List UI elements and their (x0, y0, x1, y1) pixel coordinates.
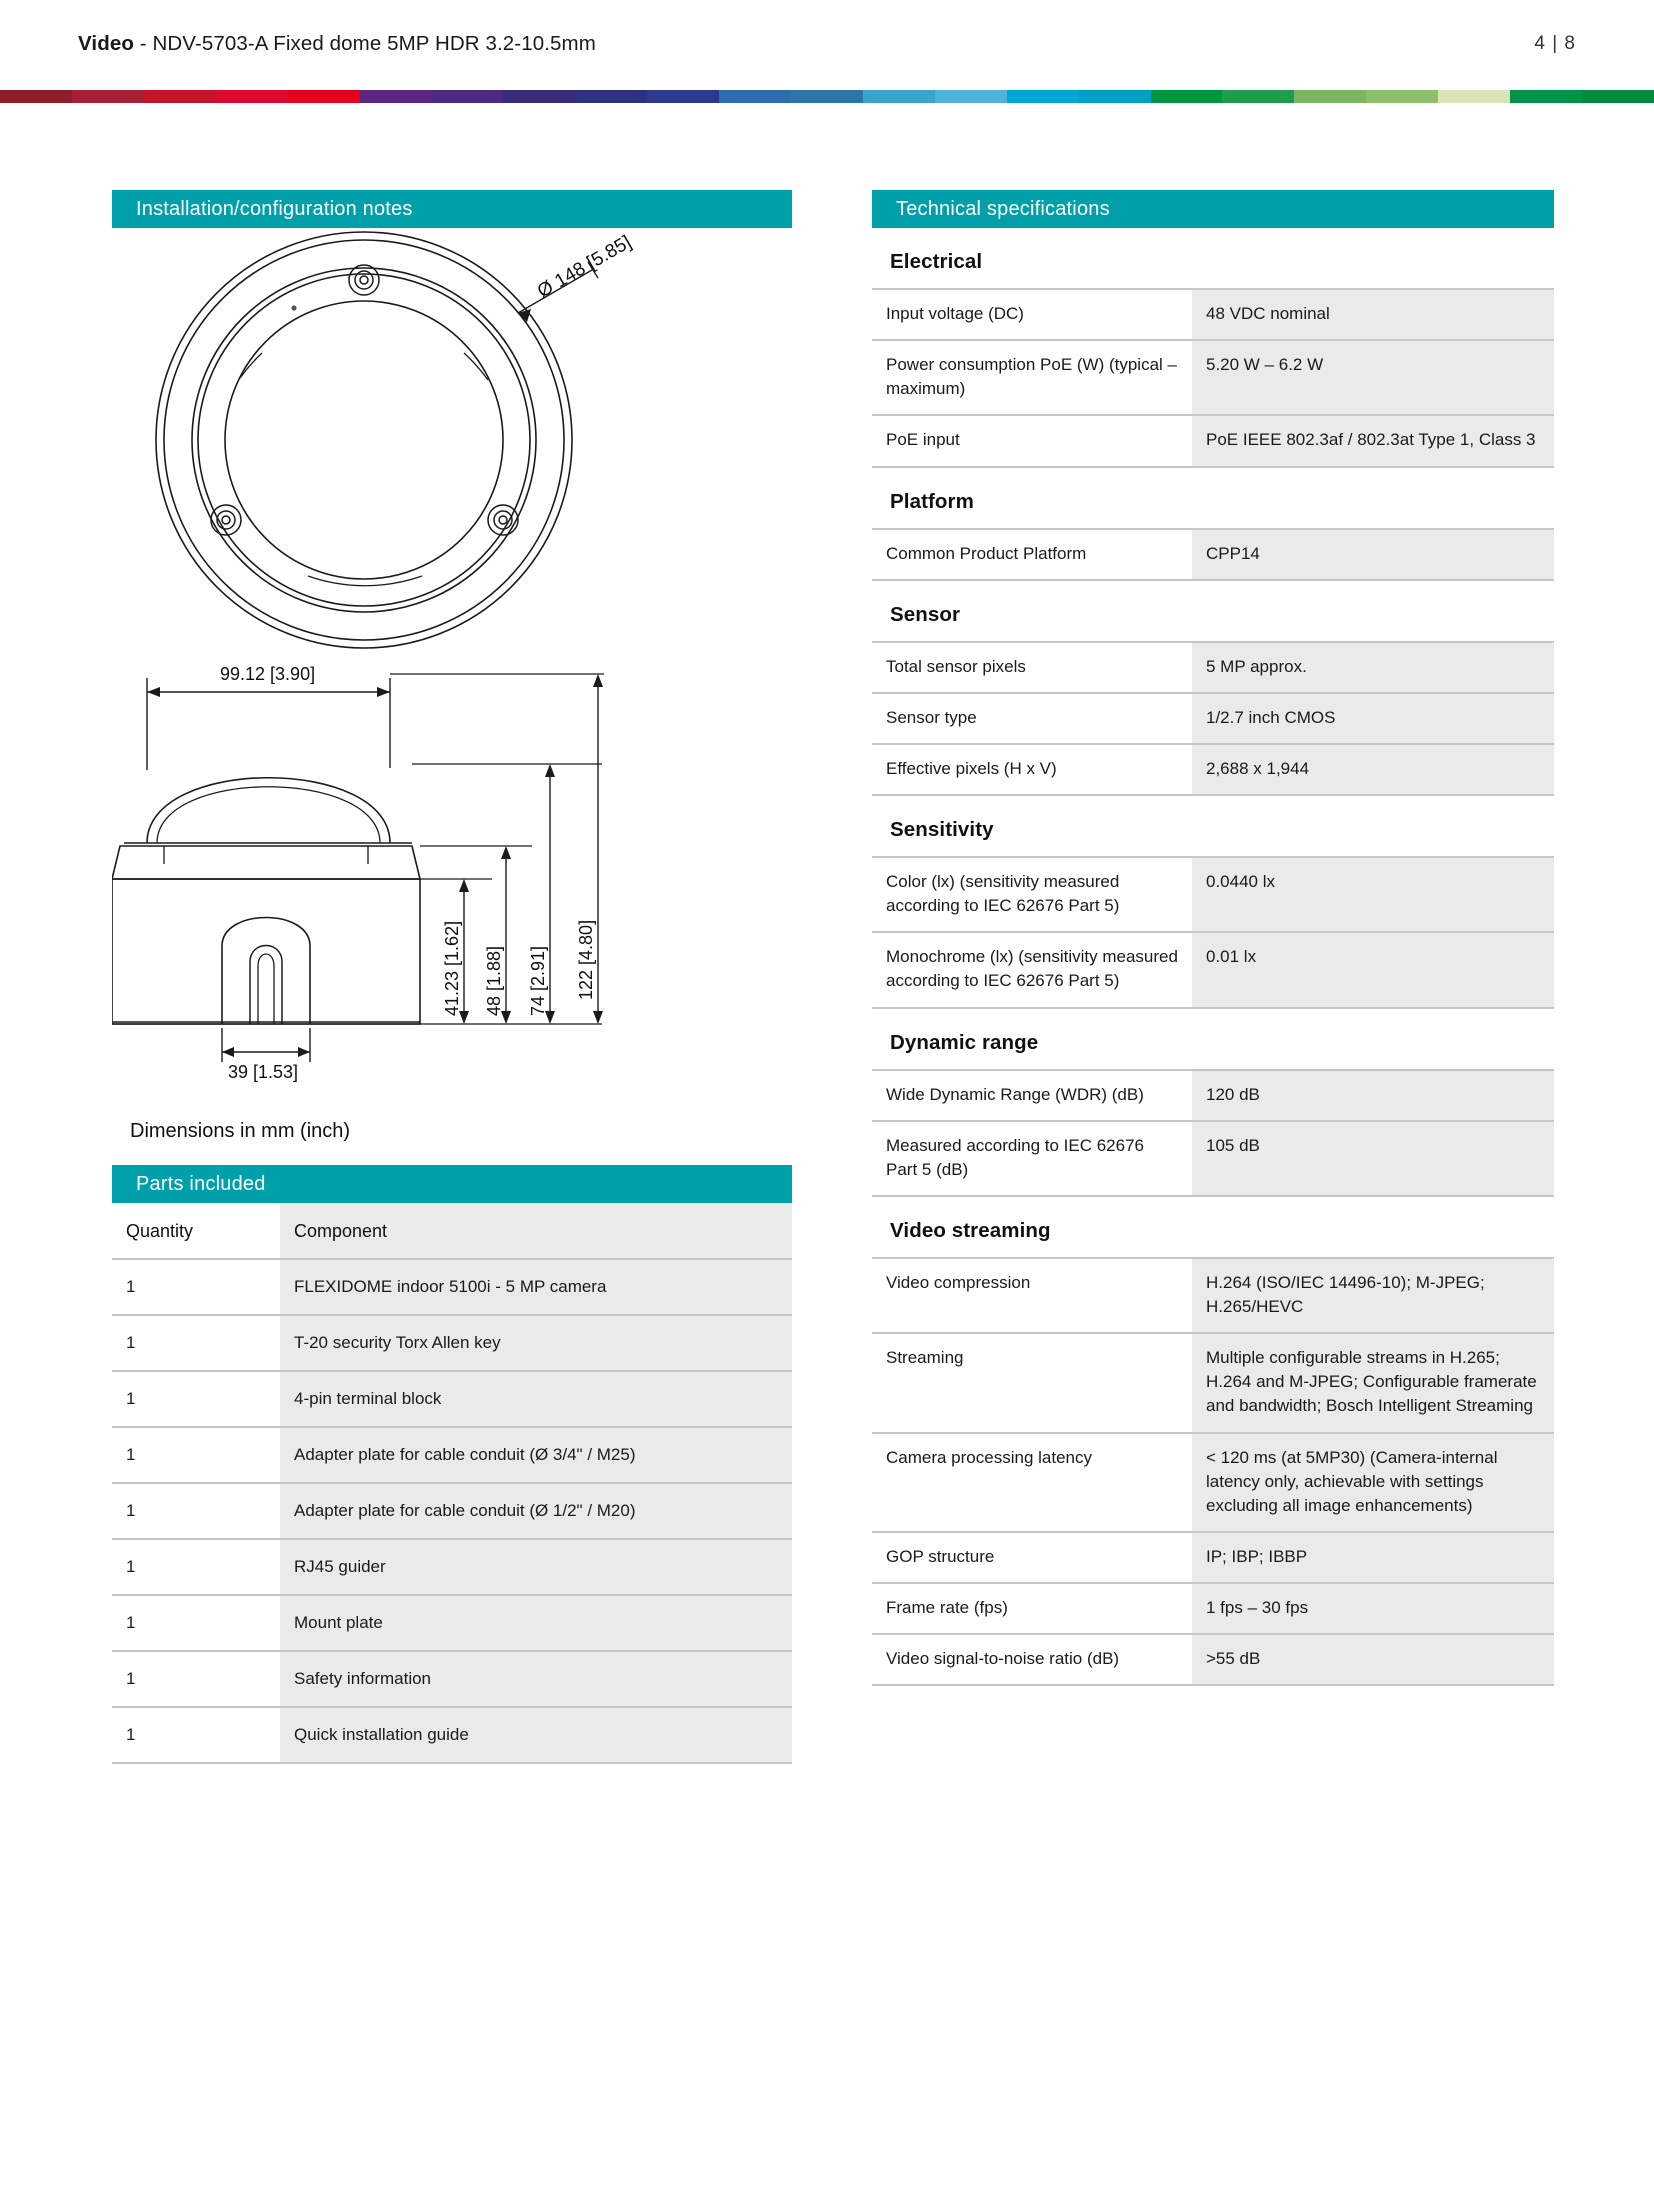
parts-cell-component: Adapter plate for cable conduit (Ø 1/2" / M20) (280, 1483, 792, 1539)
parts-cell-component: Quick installation guide (280, 1707, 792, 1763)
table-row (112, 1539, 792, 1595)
dim-label-diameter-148: Ø 148 [5.85] (534, 231, 636, 303)
spec-table (872, 1069, 1554, 1197)
spec-key: Video compression (872, 1258, 1192, 1333)
table-row (872, 1333, 1554, 1432)
dim-label-width-99: 99.12 [3.90] (220, 664, 316, 684)
camera-side-view-drawing (112, 650, 792, 1110)
table-row (872, 744, 1554, 795)
table-row (112, 1707, 792, 1763)
table-row (872, 1532, 1554, 1583)
spec-value: PoE IEEE 802.3af / 802.3at Type 1, Class 3 (1192, 415, 1554, 466)
brand-color-segment (1151, 90, 1223, 103)
parts-cell-component: Adapter plate for cable conduit (Ø 3/4" / M25) (280, 1427, 792, 1483)
brand-color-segment (1366, 90, 1438, 103)
brand-color-bar (0, 90, 1654, 103)
table-row (872, 1433, 1554, 1532)
page-indicator: 4 | 8 (1534, 33, 1576, 54)
parts-cell-quantity: 1 (112, 1707, 280, 1763)
spec-key: Power consumption PoE (W) (typical – maximum) (872, 340, 1192, 415)
spec-table (872, 856, 1554, 1009)
brand-color-segment (288, 90, 360, 103)
brand-color-segment (575, 90, 647, 103)
spec-value: 120 dB (1192, 1070, 1554, 1121)
parts-cell-quantity: 1 (112, 1483, 280, 1539)
document-title (78, 32, 596, 56)
brand-color-segment (1079, 90, 1151, 103)
brand-color-segment (1007, 90, 1079, 103)
technical-specifications-content (872, 228, 1554, 1686)
parts-col-quantity: Quantity (112, 1203, 280, 1259)
spec-value: 2,688 x 1,944 (1192, 744, 1554, 795)
table-row (872, 932, 1554, 1007)
table-row (112, 1259, 792, 1315)
spec-key: PoE input (872, 415, 1192, 466)
brand-color-segment (647, 90, 719, 103)
table-row (112, 1371, 792, 1427)
spec-group-heading: Dynamic range (890, 1030, 1039, 1054)
brand-color-segment (1294, 90, 1366, 103)
spec-value: IP; IBP; IBBP (1192, 1532, 1554, 1583)
table-row (872, 1583, 1554, 1634)
spec-table (872, 641, 1554, 796)
spec-key: GOP structure (872, 1532, 1192, 1583)
parts-table-header-row (112, 1203, 792, 1259)
parts-cell-quantity: 1 (112, 1315, 280, 1371)
spec-value: Multiple configurable streams in H.265; H.264 and M-JPEG; Configurable framerate and bandwidth; Bosch Intelligent Streaming (1192, 1333, 1554, 1432)
spec-value: CPP14 (1192, 529, 1554, 580)
section-header-installation: Installation/configuration notes (112, 190, 792, 228)
table-row (872, 529, 1554, 580)
dim-label-h-41: 41.23 [1.62] (442, 920, 462, 1016)
brand-color-segment (1438, 90, 1510, 103)
brand-color-segment (72, 90, 144, 103)
table-row (112, 1595, 792, 1651)
table-row (112, 1427, 792, 1483)
brand-color-segment (431, 90, 503, 103)
spec-value: H.264 (ISO/IEC 14496-10); M-JPEG; H.265/HEVC (1192, 1258, 1554, 1333)
table-row (112, 1315, 792, 1371)
spec-value: 105 dB (1192, 1121, 1554, 1196)
parts-cell-component: FLEXIDOME indoor 5100i - 5 MP camera (280, 1259, 792, 1315)
page-header (0, 0, 1654, 88)
parts-cell-quantity: 1 (112, 1595, 280, 1651)
dim-label-h-48: 48 [1.88] (484, 945, 504, 1016)
spec-group-heading: Sensitivity (890, 818, 994, 841)
spec-value: 5.20 W – 6.2 W (1192, 340, 1554, 415)
table-row (872, 289, 1554, 340)
spec-value: >55 dB (1192, 1634, 1554, 1685)
table-row (872, 1070, 1554, 1121)
spec-key: Streaming (872, 1333, 1192, 1432)
parts-cell-component: Mount plate (280, 1595, 792, 1651)
parts-cell-quantity: 1 (112, 1259, 280, 1315)
spec-group-heading: Platform (890, 489, 974, 513)
spec-key: Camera processing latency (872, 1433, 1192, 1532)
spec-key: Common Product Platform (872, 529, 1192, 580)
parts-col-component: Component (280, 1203, 792, 1259)
spec-value: 0.0440 lx (1192, 857, 1554, 932)
section-header-parts-included: Parts included (112, 1165, 792, 1203)
right-column (872, 190, 1554, 1686)
document-title-brand: Video (78, 32, 134, 55)
dim-label-base-39: 39 [1.53] (228, 1062, 299, 1082)
brand-color-segment (863, 90, 935, 103)
parts-included-table (112, 1203, 792, 1764)
brand-color-segment (791, 90, 863, 103)
section-header-technical-specifications: Technical specifications (872, 190, 1554, 228)
camera-top-view-drawing (112, 228, 792, 658)
parts-cell-component: 4-pin terminal block (280, 1371, 792, 1427)
spec-key: Effective pixels (H x V) (872, 744, 1192, 795)
table-row (872, 693, 1554, 744)
spec-value: < 120 ms (at 5MP30) (Camera-internal latency only, achievable with settings excluding all image enhancements) (1192, 1433, 1554, 1532)
spec-value: 1 fps – 30 fps (1192, 1583, 1554, 1634)
left-column (112, 190, 792, 1764)
dim-label-h-122: 122 [4.80] (576, 919, 596, 1000)
spec-group-heading: Sensor (890, 602, 961, 626)
spec-key: Wide Dynamic Range (WDR) (dB) (872, 1070, 1192, 1121)
brand-color-segment (935, 90, 1007, 103)
table-row (112, 1483, 792, 1539)
brand-color-segment (719, 90, 791, 103)
spec-key: Monochrome (lx) (sensitivity measured according to IEC 62676 Part 5) (872, 932, 1192, 1007)
table-row (872, 1121, 1554, 1196)
spec-value: 48 VDC nominal (1192, 289, 1554, 340)
dim-label-h-74: 74 [2.91] (528, 945, 548, 1016)
table-row (872, 1634, 1554, 1685)
spec-key: Measured according to IEC 62676 Part 5 (dB) (872, 1121, 1192, 1196)
document-title-rest: - NDV-5703-A Fixed dome 5MP HDR 3.2-10.5mm (133, 32, 596, 55)
parts-cell-component: T-20 security Torx Allen key (280, 1315, 792, 1371)
parts-cell-component: Safety information (280, 1651, 792, 1707)
spec-table (872, 288, 1554, 468)
spec-key: Video signal-to-noise ratio (dB) (872, 1634, 1192, 1685)
brand-color-segment (1222, 90, 1294, 103)
spec-value: 5 MP approx. (1192, 642, 1554, 693)
spec-value: 1/2.7 inch CMOS (1192, 693, 1554, 744)
brand-color-segment (0, 90, 72, 103)
brand-color-segment (216, 90, 288, 103)
spec-group-heading: Video streaming (890, 1218, 1051, 1242)
spec-value: 0.01 lx (1192, 932, 1554, 1007)
spec-group-heading: Electrical (890, 250, 983, 273)
parts-cell-quantity: 1 (112, 1427, 280, 1483)
spec-table (872, 1257, 1554, 1686)
brand-color-segment (360, 90, 432, 103)
table-row (872, 340, 1554, 415)
brand-color-segment (1510, 90, 1582, 103)
spec-table (872, 528, 1554, 581)
table-row (872, 1258, 1554, 1333)
spec-key: Sensor type (872, 693, 1192, 744)
table-row (112, 1651, 792, 1707)
parts-cell-quantity: 1 (112, 1539, 280, 1595)
table-row (872, 642, 1554, 693)
spec-key: Total sensor pixels (872, 642, 1192, 693)
table-row (872, 857, 1554, 932)
spec-key: Frame rate (fps) (872, 1583, 1192, 1634)
brand-color-segment (1582, 90, 1654, 103)
brand-color-segment (503, 90, 575, 103)
brand-color-segment (144, 90, 216, 103)
technical-drawing-area (112, 228, 792, 1143)
spec-key: Input voltage (DC) (872, 289, 1192, 340)
table-row (872, 415, 1554, 466)
parts-cell-quantity: 1 (112, 1651, 280, 1707)
parts-cell-component: RJ45 guider (280, 1539, 792, 1595)
spec-key: Color (lx) (sensitivity measured according to IEC 62676 Part 5) (872, 857, 1192, 932)
parts-cell-quantity: 1 (112, 1371, 280, 1427)
drawing-units-caption: Dimensions in mm (inch) (130, 1120, 351, 1142)
